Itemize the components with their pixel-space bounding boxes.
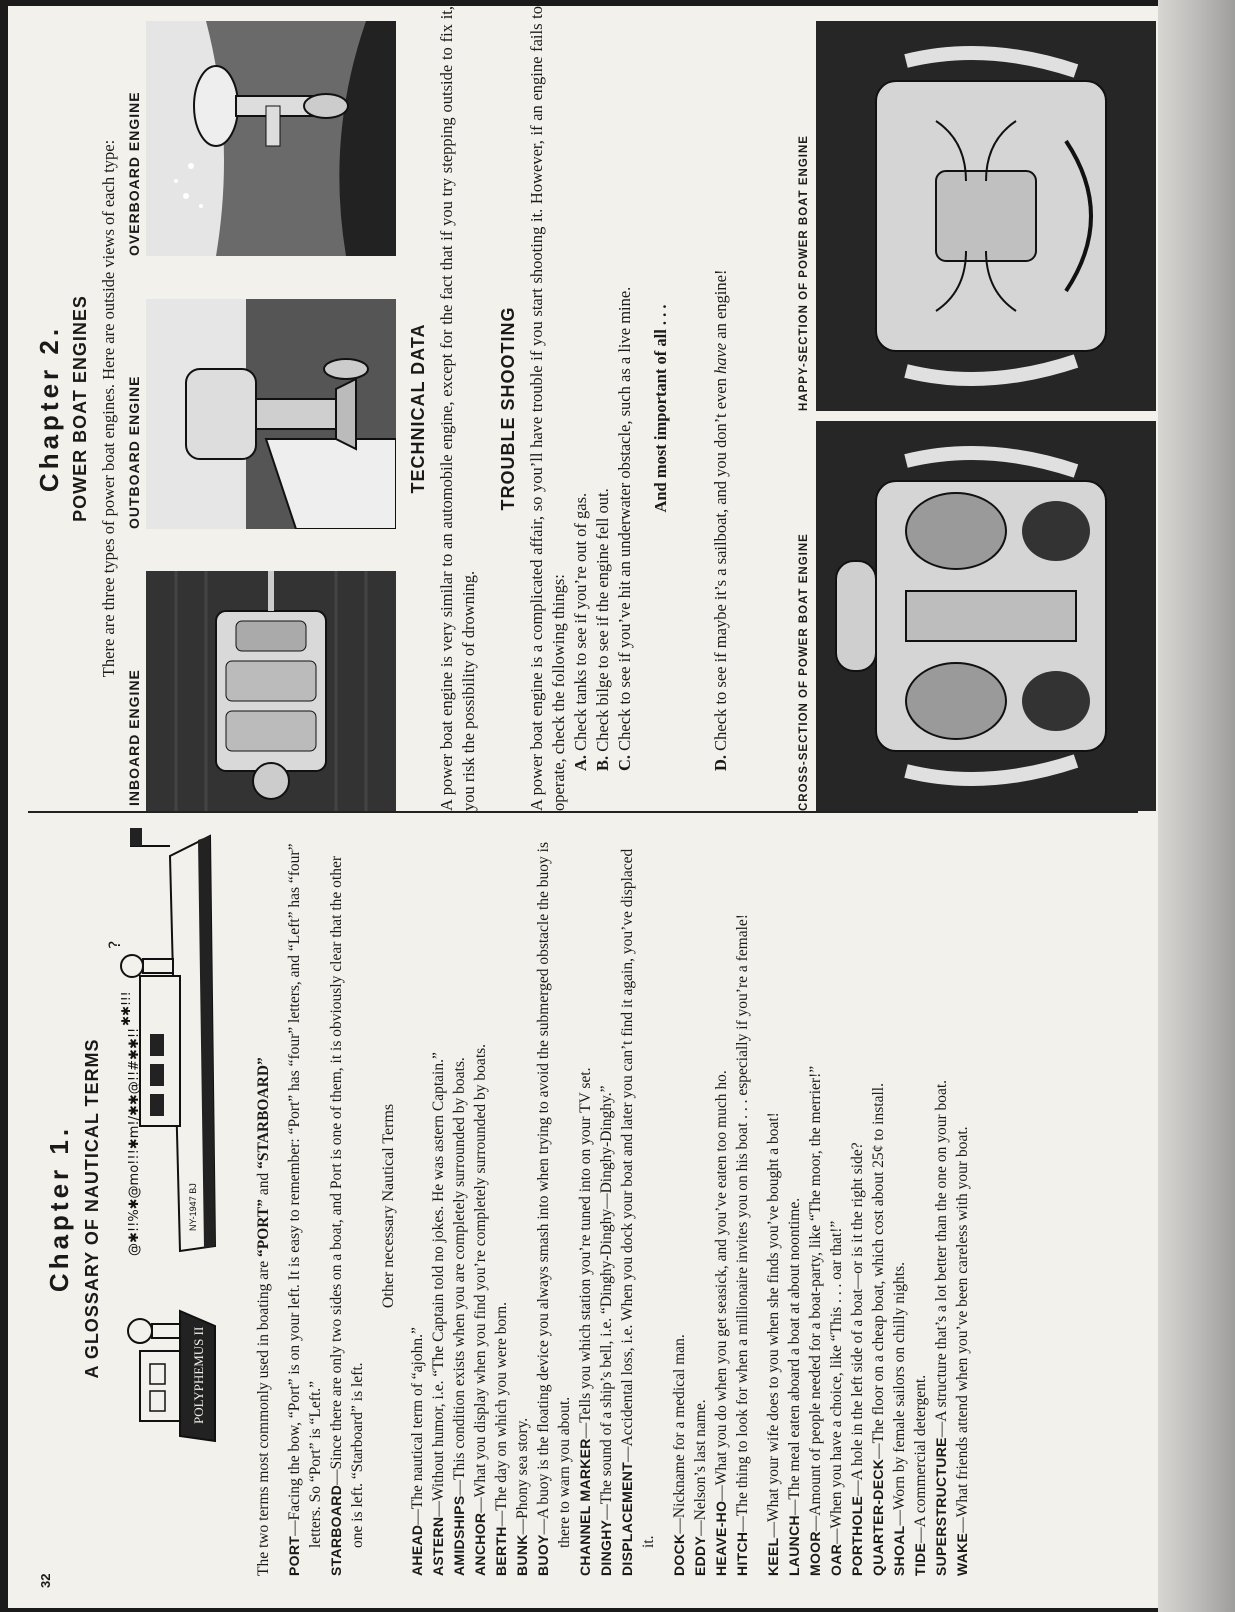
outboard-caption: OUTBOARD ENGINE [126,375,142,529]
glossary-entry [470,836,491,1576]
boats-cartoon [100,826,240,1446]
glossary-entry [784,836,805,1576]
term-definition: —What friends attend when you’ve been careless with your boat. [954,1126,971,1533]
check-item-d [710,6,732,811]
term-label: SUPERSTRUCTURE [933,1437,949,1576]
chapter-2-column [8,6,1158,811]
glossary-entry [826,836,847,1576]
glossary-entry [596,836,617,1576]
term-definition: —Worn by female sailors on chilly nights. [891,1262,908,1526]
glossary-entry [512,836,533,1576]
intro-and: and [255,1168,272,1199]
glossary-entry [690,836,711,1576]
term-label: ASTERN [430,1516,446,1576]
glossary-entry [617,836,659,1576]
term-label: WAKE [954,1532,970,1576]
glossary-entry [931,836,952,1576]
term-definition: —Phony sea story. [514,1417,531,1535]
term-definition: —The floor on a cheap boat, which cost about 25¢ to install. [870,1083,887,1459]
glossary-entry [763,836,784,1576]
most-important-text: And most important of all . . . [651,304,670,513]
chapter-2-heading: Chapter 2. [34,324,64,493]
check-item [614,6,636,771]
term-definition: —The meal eaten aboard a boat at about noontime. [786,1197,803,1516]
glossary-entry [889,836,910,1576]
term-definition: —What you do when you get seasick, and you’ve eaten too much ho. [713,1070,730,1501]
check-letter: D. [711,754,730,771]
glossary-entry [428,836,449,1576]
intro-pre: The two terms most commonly used in boating are [255,1257,272,1576]
happy-section-caption: HAPPY-SECTION OF POWER BOAT ENGINE [798,135,810,411]
chapter-1-column [8,811,1158,1606]
glossary-entry [732,836,753,1576]
check-text: Check to see if maybe it’s a sailboat, and you don’t even [711,374,730,751]
term-label: AHEAD [409,1524,425,1576]
term-definition: —A buoy is the floating device you always smash into when trying to avoid the submerged obstacle the buoy is there to warn you about. [535,841,573,1548]
term-definition: —Facing the bow, “Port” is on your left. It is easy to remember: “Port” has “four” letters, and “Left” has “four” letters. So “Port” is “Left.” [286,843,324,1548]
glossary-entry [669,836,690,1576]
trouble-shooting-heading: TROUBLE SHOOTING [498,306,518,511]
term-label: MOOR [807,1531,823,1576]
term-definition: —Amount of people needed for a boat-party, like “The moor, the merrier!” [807,1065,824,1532]
term-definition: —This condition exists when you are completely surrounded by boats. [451,1057,468,1496]
term-label: DINGHY [598,1519,614,1576]
term-label: PORT [286,1535,302,1576]
term-label: CHANNEL MARKER [577,1438,593,1576]
intro-paragraph [253,836,274,1576]
term-definition: —Tells you which station you’re tuned into on your TV set. [577,1067,594,1439]
glossary-entry [868,836,889,1576]
term-label: BUNK [514,1534,530,1576]
glossary-entry [711,836,732,1576]
term-definition: —A structure that’s a lot better than the one on your boat. [933,1079,950,1438]
check-item [592,6,614,771]
chapter-1-title: A GLOSSARY OF NAUTICAL TERMS [82,1038,102,1379]
rotated-spread [8,6,1158,1606]
glossary-list [407,836,973,1576]
term-definition: —When you have a choice, like “This . . . oar that!” [828,1220,845,1544]
term-definition: —The thing to look for when a millionaire invites you on his boat . . . especially if you’re a female! [734,914,751,1532]
term-definition: —Accidental loss, i.e. When you dock your boat and later you can’t find it again, you’ve displaced it. [619,848,657,1548]
term-label: DISPLACEMENT [619,1461,635,1576]
check-item [570,6,592,771]
boat-name-polyphemus: POLYPHEMUS II [191,1326,206,1424]
intro-port: “PORT” [255,1199,272,1258]
term-label: HEAVE-HO [713,1500,729,1576]
glossary-entry [910,836,931,1576]
overboard-caption: OVERBOARD ENGINE [126,91,142,256]
term-definition: —A commercial detergent. [912,1374,929,1543]
most-important-line [650,6,672,811]
port-definition [284,836,326,1576]
term-label: PORTHOLE [849,1495,865,1576]
check-emphasis: have [711,342,730,375]
happy-section-engine-illustration [816,21,1156,411]
glossary-entry [575,836,596,1576]
cursing-symbols-2: ✱✱!!! [119,991,133,1026]
inboard-engine-illustration [146,571,396,811]
term-definition: —The nautical term of “ajohn.” [409,1327,426,1525]
term-label: KEEL [765,1537,781,1576]
trouble-shooting-text [526,6,732,811]
term-label: AMIDSHIPS [451,1495,467,1576]
check-text-end: an engine! [711,269,730,343]
checklist [570,6,636,811]
page-number: 32 [38,1573,53,1588]
term-label: EDDY [692,1535,708,1576]
term-definition: —The sound of a ship’s bell, i.e. “Dinghy-Dinghy—Dinghy-Dinghy.” [598,1085,615,1520]
trouble-intro: A power boat engine is a complicated affair, so you’ll have trouble if you start shooting it. However, if an engine fails to operate, check the following things: [527,6,568,811]
term-definition: —A hole in the left side of a boat—or is it the right side? [849,1142,866,1496]
starboard-definition [326,836,368,1576]
chapter-1-heading: Chapter 1. [44,1124,74,1293]
term-label: OAR [828,1543,844,1576]
glossary-text [253,836,973,1576]
term-definition: —Without humor, i.e. “The Captain told no jokes. He was astern Captain.” [430,1052,447,1517]
boat-registration: NY-1947 BJ [188,1183,198,1231]
page-edge-shadow [1158,0,1235,1612]
glossary-entry [449,836,470,1576]
technical-data-text: A power boat engine is very similar to an automobile engine, except for the fact that if you try stepping outside to fix it, you risk the possibility of drowning. [437,6,478,811]
term-definition: —The day on which you were born. [493,1302,510,1527]
term-definition: —Nickname for a medical man. [671,1334,688,1534]
term-definition: —What your wife does to you when she finds you’ve bought a boat! [765,1112,782,1538]
check-text: Check to see if you’ve hit an underwater obstacle, such as a live mine. [615,286,634,751]
term-definition: —Since there are only two sides on a boat, and Port is one of them, it is obviously clear that the other one is left. “Starboard” is left. [328,855,366,1548]
term-label: SHOAL [891,1525,907,1576]
term-label: TIDE [912,1542,928,1576]
term-definition: —What you display when you find you’re completely surrounded by boats. [472,1043,489,1513]
term-label: STARBOARD [328,1484,344,1576]
term-label: BERTH [493,1526,509,1576]
term-label: ANCHOR [472,1512,488,1576]
check-text: Check tanks to see if you’re out of gas. [571,492,590,751]
intro-starboard: “STARBOARD” [255,1057,272,1169]
other-terms-heading: Other necessary Nautical Terms [380,1103,397,1309]
technical-data-heading: TECHNICAL DATA [408,323,428,494]
glossary-entry [407,836,428,1576]
glossary-entry [952,836,973,1576]
engines-intro: There are three types of power boat engines. Here are outside views of each type: [99,139,118,678]
glossary-entry [533,836,575,1576]
glossary-entry [805,836,826,1576]
check-letter: A. [571,754,590,771]
term-label: LAUNCH [786,1515,802,1576]
term-label: BUOY [535,1534,551,1576]
overboard-engine-illustration [146,21,396,256]
cross-section-caption: CROSS-SECTION OF POWER BOAT ENGINE [798,533,810,811]
glossary-entry [847,836,868,1576]
cross-section-engine-illustration [816,421,1156,811]
outboard-engine-illustration [146,299,396,529]
check-text: Check bilge to see if the engine fell out. [593,488,612,752]
inboard-caption: INBOARD ENGINE [126,669,142,806]
term-label: HITCH [734,1531,750,1576]
term-label: QUARTER-DECK [870,1458,886,1576]
check-letter: B. [593,755,612,771]
check-letter: C. [615,754,634,771]
small-boat-illustration [128,1311,215,1441]
cursing-symbols: @✱!!%✱@mo!!!✱m!/✱✱@!!#✱✱!! [127,1027,142,1256]
glossary-entry [491,836,512,1576]
term-label: DOCK [671,1533,687,1576]
column-divider [28,811,1138,813]
term-definition: —Nelson’s last name. [692,1399,709,1536]
chapter-2-title: POWER BOAT ENGINES [70,295,90,522]
question-mark: ? [105,940,124,949]
